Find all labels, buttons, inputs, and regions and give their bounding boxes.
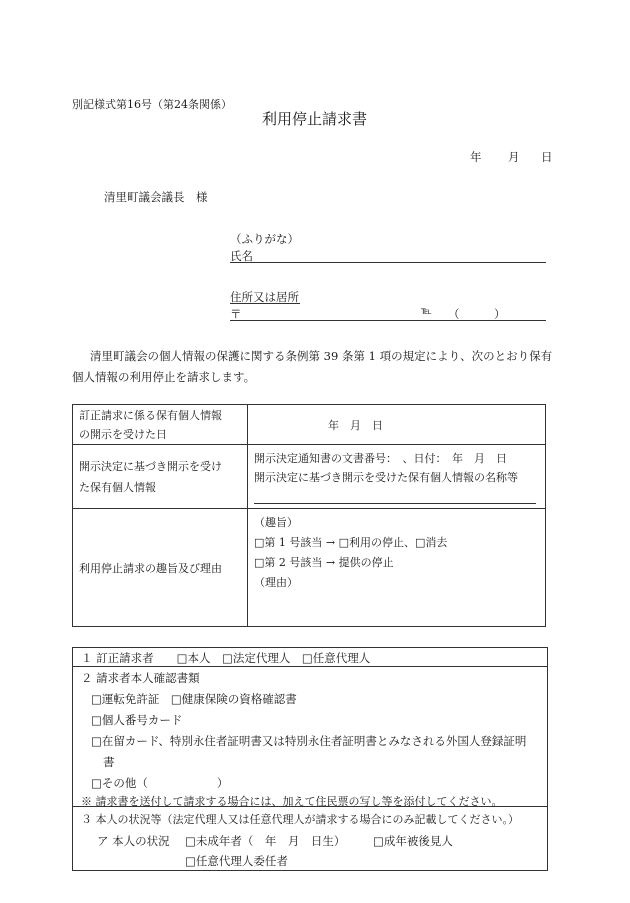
request-table: [72, 404, 546, 627]
requester-info-box: [72, 647, 548, 871]
section-3-row: [73, 807, 547, 869]
status-adult-ward-checkbox[interactable]: □成年被後見人: [373, 834, 453, 848]
row1-label-line-1: 訂正請求に係る保有個人情報: [79, 408, 222, 422]
section-1-requester-type[interactable]: １ 訂正請求者 □本人 □法定代理人 □任意代理人: [81, 651, 371, 665]
section-2-row: [73, 667, 547, 807]
mail-note: ※ 請求書を送付して請求する場合には、加えて住民票の写し等を添付してください。: [81, 795, 503, 808]
address-field-line[interactable]: [230, 320, 546, 321]
row-purpose-reason-label: [73, 509, 248, 627]
date-month-label: 月: [508, 150, 520, 164]
status-delegator-checkbox[interactable]: □任意代理人委任者: [185, 854, 288, 868]
doc-my-number-card-checkbox[interactable]: □個人番号カード: [91, 713, 183, 727]
form-number: 別記様式第16号（第24条関係）: [72, 98, 232, 111]
intro-text-line-2: 個人情報の利用停止を請求します。: [72, 370, 256, 384]
disclosed-info-value[interactable]: [248, 445, 546, 509]
date-day-label: 日: [541, 150, 553, 164]
postal-mark: 〒: [230, 307, 242, 321]
row2-fill-line: [254, 503, 536, 504]
section-3-heading: ３ 本人の状況等（法定代理人又は任意代理人が請求する場合にのみ記載してください。）: [81, 813, 519, 826]
status-label: ア 本人の状況: [97, 834, 170, 848]
purpose-heading: （趣旨）: [254, 516, 298, 529]
doc-other-checkbox[interactable]: □その他（ ）: [91, 776, 229, 790]
section-1-row: [73, 648, 547, 667]
row2-doc-number-line: 開示決定通知書の文書番号： 、日付： 年 月 日: [254, 452, 507, 465]
section-2-heading: ２ 請求者本人確認書類: [81, 671, 200, 685]
name-field-line[interactable]: [230, 262, 546, 263]
purpose-option-2-checkbox[interactable]: □第 2 号該当 → 提供の停止: [254, 556, 394, 569]
row2-info-name-line: 開示決定に基づき開示を受けた保有個人情報の名称等: [254, 471, 518, 484]
addressee: 清里町議会議長 様: [104, 190, 208, 204]
purpose-option-1-checkbox[interactable]: □第 1 号該当 → □利用の停止、□消去: [254, 536, 448, 549]
row3-label: 利用停止請求の趣旨及び理由: [79, 561, 222, 575]
furigana-label: （ふりがな）: [230, 232, 299, 246]
name-label: 氏名: [230, 249, 253, 263]
tel-label: ℡: [421, 306, 432, 317]
intro-text-line-1: 清里町議会の個人情報の保護に関する条例第 39 条第 1 項の規定により、次のとおり保有: [90, 349, 553, 363]
row2-label-line-1: 開示決定に基づき開示を受け: [79, 459, 222, 473]
address-label: 住所又は居所: [230, 290, 299, 304]
doc-residence-card-cont: 書: [103, 755, 115, 769]
reason-heading: （理由）: [254, 576, 298, 589]
row2-label-line-2: た保有個人情報: [79, 480, 156, 494]
doc-residence-card-checkbox[interactable]: □在留カード、特別永住者証明書又は特別永住者証明書とみなされる外国人登録証明: [91, 734, 527, 748]
row1-label-line-2: の開示を受けた日: [79, 427, 167, 441]
status-minor-checkbox[interactable]: □未成年者（ 年 月 日生）: [185, 834, 346, 848]
purpose-reason-value[interactable]: [248, 509, 546, 627]
tel-paren: （ ）: [448, 307, 506, 321]
row1-date-text: 年 月 日: [328, 418, 383, 432]
row-disclosed-info-label: [73, 445, 248, 509]
date-year-label: 年: [470, 150, 482, 164]
page-title: 利用停止請求書: [262, 110, 368, 128]
disclosure-date-value[interactable]: [248, 405, 546, 445]
row-disclosure-date-label: [73, 405, 248, 445]
address-label-underline: [230, 303, 300, 304]
doc-drivers-license-checkbox[interactable]: □運転免許証 □健康保険の資格確認書: [91, 692, 297, 706]
